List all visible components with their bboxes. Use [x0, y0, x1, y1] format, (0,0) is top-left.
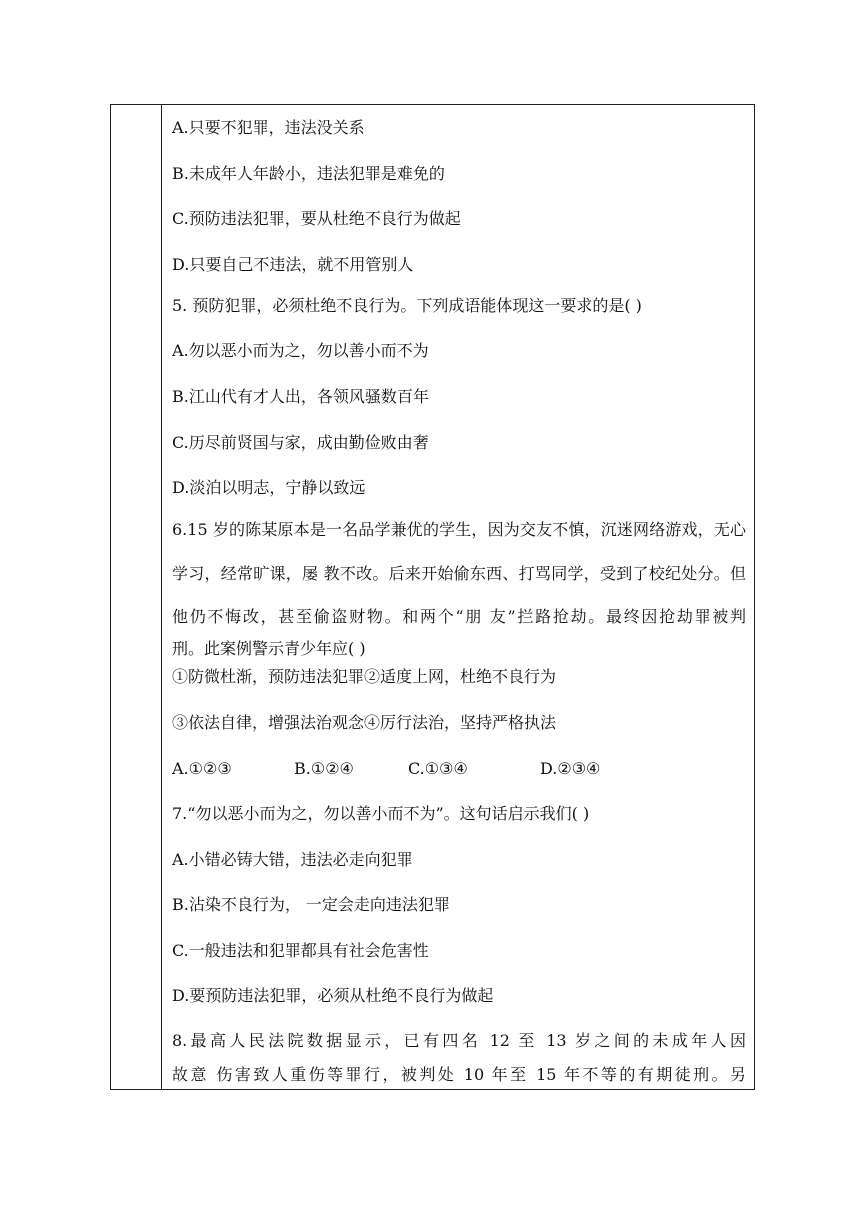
left-column-cell [111, 105, 162, 1089]
q5-option-a: A.勿以恶小而为之，勿以善小而不为 [172, 341, 429, 360]
q6-option-d: D.②③④ [540, 759, 601, 778]
q6-option-c: C.①③④ [408, 759, 468, 778]
q4-option-b: B.未成年人年龄小，违法犯罪是难免的 [172, 164, 445, 183]
q6-stem-line-1: 6.15 岁的陈某原本是一名品学兼优的学生，因为交友不慎，沉迷网络游戏，无心 [172, 520, 746, 539]
document-table [110, 104, 755, 1090]
q5-option-d: D.淡泊以明志，宁静以致远 [172, 478, 366, 497]
q6-option-b: B.①②④ [294, 759, 354, 778]
q5-stem: 5. 预防犯罪，必须杜绝不良行为。下列成语能体现这一要求的是( ) [172, 296, 642, 315]
q4-option-d: D.只要自己不违法，就不用管别人 [172, 255, 414, 274]
q7-option-c: C.一般违法和犯罪都具有社会危害性 [172, 941, 429, 960]
q7-stem: 7.“勿以恶小而为之，勿以善小而不为”。这句话启示我们( ) [172, 804, 590, 823]
q7-option-a: A.小错必铸大错，违法必走向犯罪 [172, 850, 413, 869]
q6-statement-3-4: ③依法自律，增强法治观念④厉行法治，坚持严格执法 [172, 713, 557, 732]
q5-option-c: C.历尽前贤国与家，成由勤俭败由奢 [172, 433, 429, 452]
q4-option-c: C.预防违法犯罪，要从杜绝不良行为做起 [172, 209, 461, 228]
q8-stem-line-1: 8.最高人民法院数据显示，已有四名 12 至 13 岁之间的未成年人因 [172, 1031, 746, 1050]
q6-stem-line-4: 刑。此案例警示青少年应( ) [172, 639, 366, 658]
q6-option-a: A.①②③ [172, 759, 232, 778]
q6-statement-1-2: ①防微杜渐，预防违法犯罪②适度上网，杜绝不良行为 [172, 667, 557, 686]
q6-stem-line-2: 学习，经常旷课，屡 教不改。后来开始偷东西、打骂同学，受到了校纪处分。但 [172, 564, 746, 583]
q4-option-a: A.只要不犯罪，违法没关系 [172, 118, 365, 137]
q7-option-b: B.沾染不良行为， 一定会走向违法犯罪 [172, 895, 450, 914]
q7-option-d: D.要预防违法犯罪，必须从杜绝不良行为做起 [172, 986, 494, 1005]
q5-option-b: B.江山代有才人出，各领风骚数百年 [172, 387, 429, 406]
q8-stem-line-2: 故意 伤害致人重伤等罪行，被判处 10 年至 15 年不等的有期徒刑。另 [172, 1065, 746, 1084]
q6-stem-line-3: 他仍不悔改，甚至偷盗财物。和两个“朋 友”拦路抢劫。最终因抢劫罪被判 [172, 607, 746, 626]
content-cell [162, 105, 754, 1089]
